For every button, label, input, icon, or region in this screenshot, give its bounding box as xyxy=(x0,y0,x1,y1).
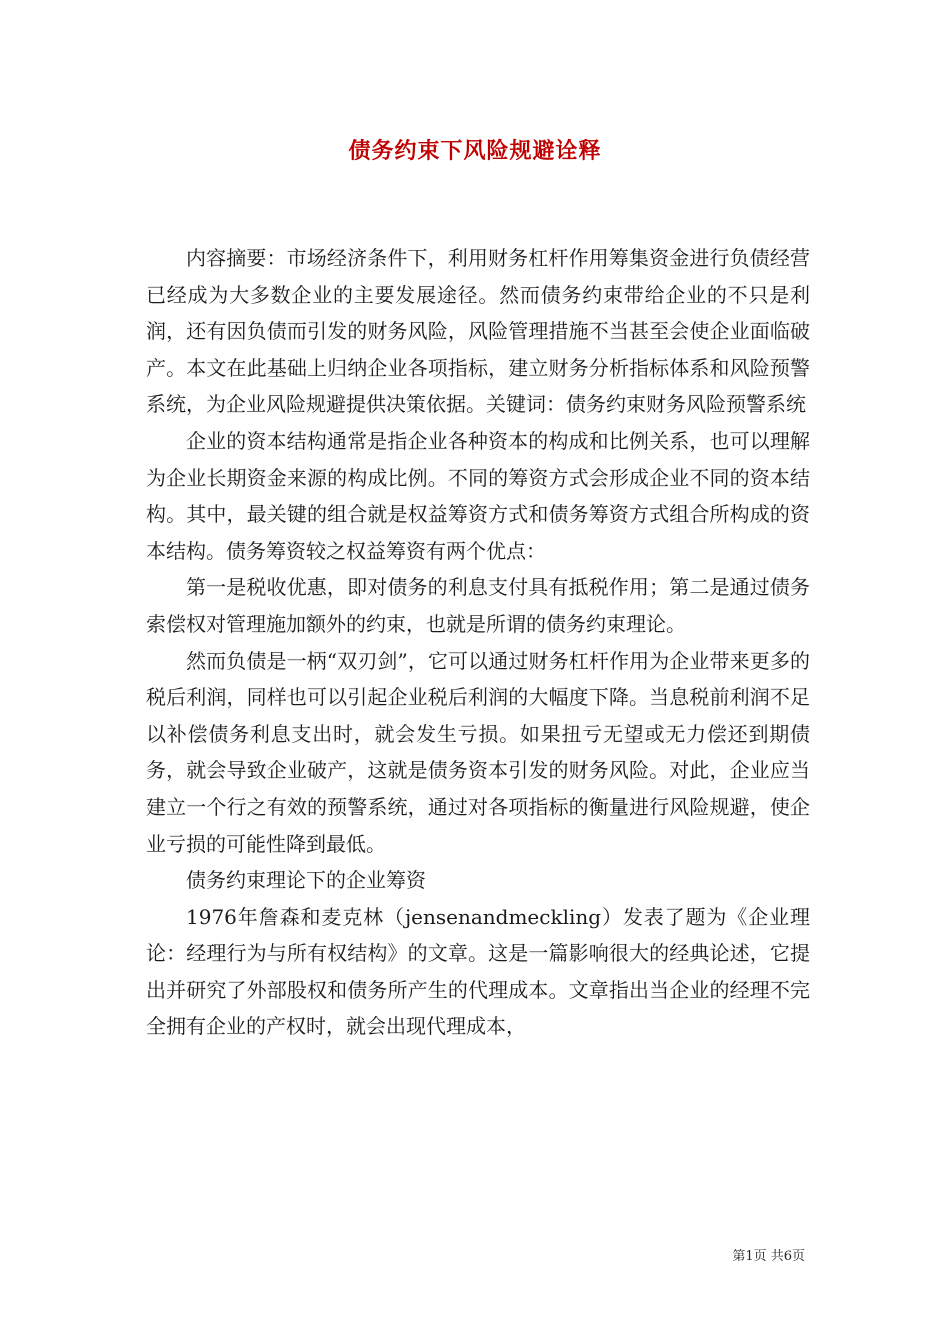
document-body xyxy=(146,240,810,1045)
document-title: 债务约束下风险规避诠释 xyxy=(348,138,602,164)
body-paragraph: 第一是税收优惠，即对债务的利息支付具有抵税作用；第二是通过债务索偿权对管理施加额外的约束，也就是所谓的债务约束理论。 xyxy=(146,575,810,636)
section-heading: 债务约束理论下的企业筹资 xyxy=(186,868,426,893)
body-paragraph: 企业的资本结构通常是指企业各种资本的构成和比例关系，也可以理解为企业长期资金来源的构成比例。不同的筹资方式会形成企业不同的资本结构。其中，最关键的组合就是权益筹资方式和债务筹资方式组合所构成的资本结构。债务筹资较之权益筹资有两个优点： xyxy=(146,428,810,563)
page-number-footer: 第1页 共6页 xyxy=(732,1249,805,1264)
body-paragraph: 1976年詹森和麦克林（jensenandmeckling）发表了题为《企业理论：经理行为与所有权结构》的文章。这是一篇影响很大的经典论述，它提出并研究了外部股权和债务所产生的代理成本。文章指出当企业的经理不完全拥有企业的产权时，就会出现代理成本， xyxy=(146,904,810,1039)
abstract-paragraph: 内容摘要：市场经济条件下，利用财务杠杆作用筹集资金进行负债经营已经成为大多数企业的主要发展途径。然而债务约束带给企业的不只是利润，还有因负债而引发的财务风险，风险管理措施不当甚至会使企业面临破产。本文在此基础上归纳企业各项指标，建立财务分析指标体系和风险预警系统，为企业风险规避提供决策依据。关键词：债务约束财务风险预警系统 xyxy=(146,246,810,417)
body-paragraph: 然而负债是一柄“双刃剑”，它可以通过财务杠杆作用为企业带来更多的税后利润，同样也可以引起企业税后利润的大幅度下降。当息税前利润不足以补偿债务利息支出时，就会发生亏损。如果扭亏无望或无力偿还到期债务，就会导致企业破产，这就是债务资本引发的财务风险。对此，企业应当建立一个行之有效的预警系统，通过对各项指标的衡量进行风险规避，使企业亏损的可能性降到最低。 xyxy=(146,648,810,856)
